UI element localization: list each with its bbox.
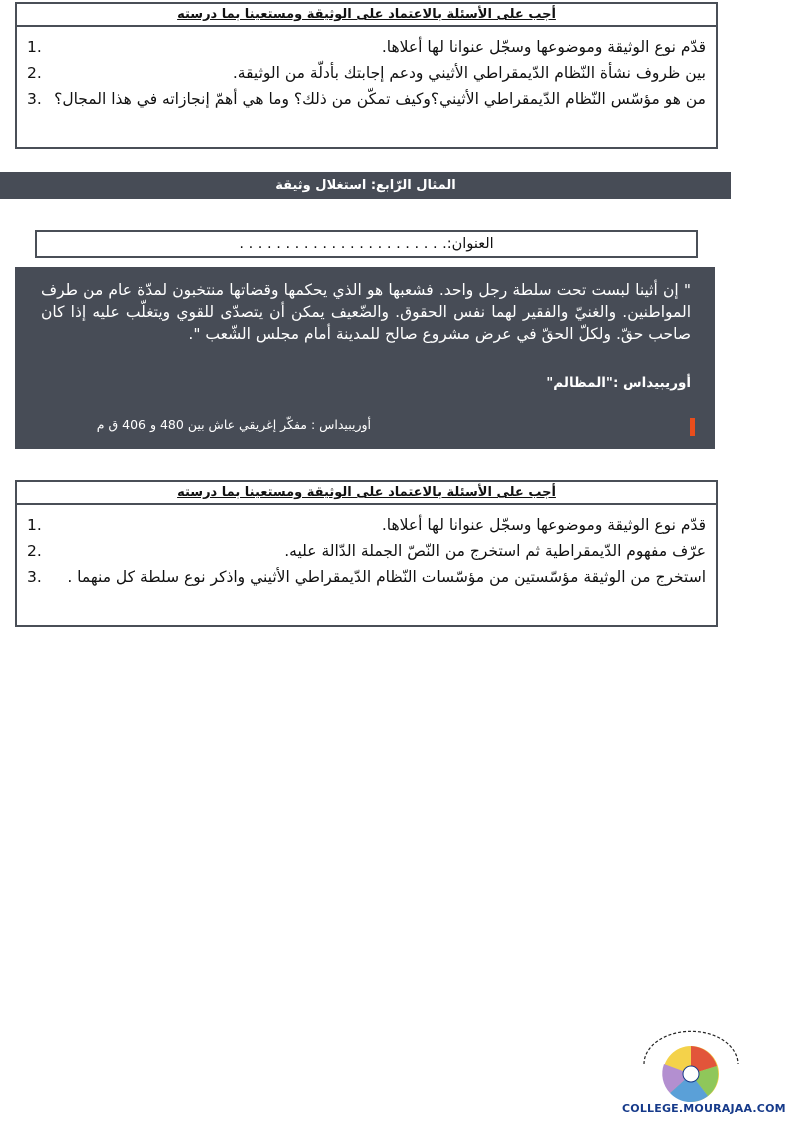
- accent-marker: [690, 418, 695, 436]
- logo-emblem-icon: [622, 1028, 760, 1103]
- document-text: " إن أثينا لبست تحت سلطة رجل واحد. فشعبها هو الذي يحكمها وقضاتها منتخبون لمدّة عام من طرف المواطنين. والغنيّ والفقير لهما نفس الحقوق. والضّعيف يمكن أن يتصدّى للقوي ويتغلّب عليه إذا كان صاحب حقّ. ولكلّ الحقّ في عرض مشروع صالح للمدينة أمام مجلس الشّعب ".: [41, 281, 691, 343]
- title-field: العنوان:. . . . . . . . . . . . . . . . . . . . . . .: [35, 230, 698, 258]
- question-item: [27, 63, 706, 83]
- question-text: قدّم نوع الوثيقة وموضوعها وسجّل عنوانا لها أعلاها.: [381, 516, 706, 534]
- logo-text: COLLEGE.MOURAJAA.COM: [622, 1102, 786, 1115]
- question-text: بين ظروف نشأة النّظام الدّيمقراطي الأثيني ودعم إجابتك بأدلّة من الوثيقة.: [232, 64, 706, 82]
- question-text: من هو مؤسّس النّظام الدّيمقراطي الأثيني؟وكيف تمكّن من ذلك؟ وما هي أهمّ إنجازاته في هذا المجال؟: [54, 90, 706, 108]
- question-text: استخرج من الوثيقة مؤسّستين من مؤسّسات النّظام الدّيمقراطي الأثيني واذكر نوع سلطة كل منهما .: [67, 568, 706, 586]
- question-item: [27, 567, 706, 587]
- question-number: 2.: [27, 542, 42, 560]
- question-number: 3.: [27, 568, 42, 586]
- site-logo[interactable]: [622, 1028, 786, 1121]
- question-list-2: [17, 505, 716, 601]
- question-number: 2.: [27, 64, 42, 82]
- example-heading-band: المثال الرّابع: استغلال وثيقة: [0, 172, 731, 199]
- questions-header-1: أجب على الأسئلة بالاعتماد على الوثيقة ومستعينا بما درسته: [17, 4, 716, 27]
- document-source: أوريبيداس :"المظالم": [546, 375, 691, 391]
- document-author-note: أوريبيداس : مفكّر إغريقي عاش بين 480 و 406 ق م: [96, 417, 371, 432]
- question-text: عرّف مفهوم الدّيمقراطية ثم استخرج من النّصّ الجملة الدّالة عليه.: [284, 542, 706, 560]
- question-item: [27, 89, 706, 109]
- document-panel: [15, 267, 715, 449]
- question-list-1: [17, 27, 716, 123]
- question-number: 1.: [27, 516, 42, 534]
- question-number: 1.: [27, 38, 42, 56]
- questions-box-1: [15, 2, 718, 149]
- question-item: [27, 541, 706, 561]
- questions-header-2: أجب على الأسئلة بالاعتماد على الوثيقة ومستعينا بما درسته: [17, 482, 716, 505]
- questions-box-2: [15, 480, 718, 627]
- question-number: 3.: [27, 90, 42, 108]
- question-item: [27, 37, 706, 57]
- question-text: قدّم نوع الوثيقة وموضوعها وسجّل عنوانا لها أعلاها.: [381, 38, 706, 56]
- question-item: [27, 515, 706, 535]
